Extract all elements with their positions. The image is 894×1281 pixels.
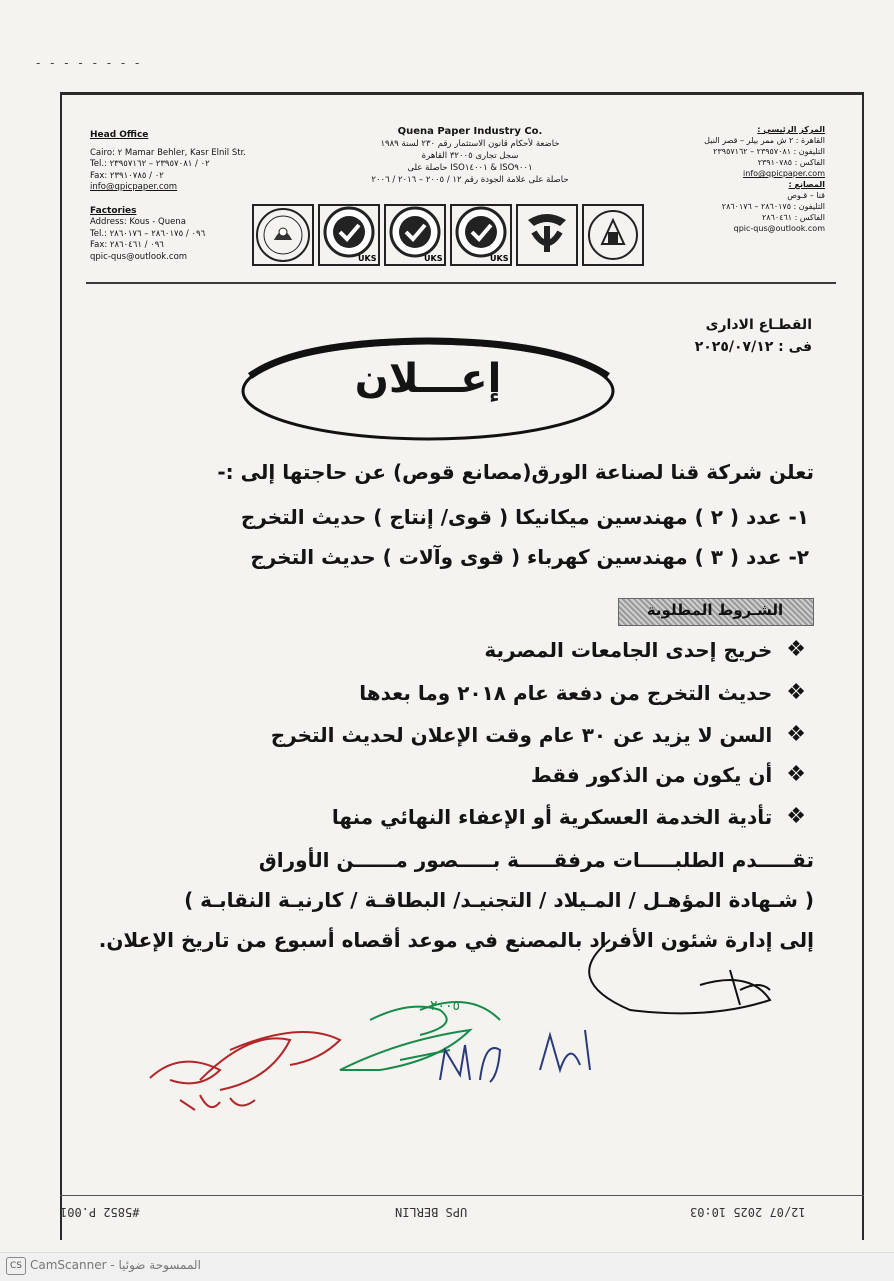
header-right [665, 124, 825, 234]
factories-address: Address: Kous - Quena [90, 217, 186, 227]
head-office-fax: Fax: ٠٢ / ٢٣٩١٠٧٨٥ [90, 170, 164, 181]
company-line-3: حاصلة على ISO١٤٠٠١ & ISO٩٠٠١ [407, 163, 533, 173]
head-office-tel-ar: التليفون : ٢٣٩٥٧٠٨١ – ٢٣٩٥٧١٦٢ [713, 147, 825, 156]
job-item-1: ١- عدد ( ٢ ) مهندسين ميكانيكا ( قوى/ إنتاج ) حديث التخرج [240, 505, 809, 529]
svg-text:٢٠٠٥: ٢٠٠٥ [430, 998, 461, 1014]
company-logo-icon [516, 204, 578, 266]
requirement-text: حديث التخرج من دفعة عام ٢٠١٨ وما بعدها [359, 680, 773, 705]
top-border [60, 92, 864, 95]
conditions-label: الشـروط المطلوبة [646, 601, 784, 619]
announcement-title: إعـــلان [354, 356, 502, 402]
bullet-icon: ❖ [786, 722, 806, 747]
camscanner-label: CamScanner - الممسوحة ضوئيا [30, 1258, 201, 1272]
signature-green [340, 998, 500, 1070]
requirement-5 [332, 804, 806, 829]
uks-certified-icon-2 [384, 204, 446, 266]
uks-certified-icon-3 [450, 204, 512, 266]
requirement-2 [359, 680, 806, 705]
apply-line-2: ( شـهادة المؤهـل / المـيلاد / التجنيـد/ البطاقـة / كارنيـة النقابـة ) [184, 888, 814, 912]
head-office-fax-ar: الفاكس : ٢٣٩١٠٧٨٥ [757, 158, 825, 167]
head-office-email-ar: info@qpicpaper.com [743, 169, 825, 178]
requirement-3 [271, 722, 806, 747]
uks-certified-icon-1 [318, 204, 380, 266]
head-office-label-ar: المركز الرئيسي : [757, 125, 825, 134]
head-office-label: Head Office [90, 130, 149, 140]
intro-text: تعلن شركة قنا لصناعة الورق(مصانع قوص) عن حاجتها إلى :- [217, 460, 814, 484]
fax-footer-rule [60, 1195, 864, 1196]
department-block [695, 314, 812, 358]
factories-email-ar: qpic-qus@outlook.com [733, 224, 825, 233]
egyptian-quality-seal-icon [252, 204, 314, 266]
factories-label: Factories [90, 205, 137, 216]
bullet-icon: ❖ [786, 680, 806, 705]
certification-logos [252, 204, 672, 266]
bullet-icon: ❖ [786, 762, 806, 787]
factories-email: qpic-qus@outlook.com [90, 251, 188, 262]
head-office-email: info@qpicpaper.com [90, 182, 178, 192]
company-line-2: سجل تجارى ٣٢٠٠٥ القاهرة [421, 151, 519, 161]
department-name: القطـاع الادارى [705, 317, 812, 333]
requirement-text: خريج إحدى الجامعات المصرية [484, 637, 773, 662]
requirement-text: أن يكون من الذكور فقط [530, 762, 773, 787]
announcement-date: فى : ٢٠٢٥/٠٧/١٢ [694, 339, 812, 355]
company-line-1: خاضعة لأحكام قانون الاستثمار رقم ٢٣٠ لسنة ١٩٨٩ [380, 139, 560, 149]
signature-black [589, 940, 770, 1013]
head-office-tel: Tel.: ٠٢ / ٢٣٩٥٧٠٨١ – ٢٣٩٥٧١٦٢ [90, 159, 210, 169]
factories-tel: Tel.: ٠٩٦ / ٢٨٦٠١٧٥ – ٢٨٦٠١٧٦ [90, 228, 206, 239]
uks-text-1: UKS [358, 254, 377, 263]
factories-address-ar: قنا – قـوص [787, 191, 825, 200]
apply-line-1: تقـــــدم الطلبـــــات مرفقـــــة بـــــصور مــــــن الأوراق [258, 848, 814, 872]
job-item-2: ٢- عدد ( ٣ ) مهندسين كهرباء ( قوى وآلات ) حديث التخرج [250, 545, 809, 569]
signature-red [150, 1032, 340, 1110]
factories-tel-ar: التليفون : ٢٨٦٠١٧٥ – ٢٨٦٠١٧٦ [721, 202, 825, 211]
fax-timestamp: 12/07 2025 10:03 [690, 1205, 806, 1219]
fax-sender: UPS BERLIN [395, 1205, 468, 1219]
factories-fax: Fax: ٠٩٦ / ٢٨٦٠٤٦١ [90, 240, 164, 250]
signatures [140, 930, 800, 1130]
uks-text-2: UKS [424, 254, 443, 263]
requirement-text: تأدية الخدمة العسكرية أو الإعفاء النهائي منها [331, 804, 773, 829]
factories-label-ar: المصانع : [788, 180, 825, 189]
head-office-address-ar: القاهرة : ٢ ش ممر بيلر – قصر النيل [704, 136, 825, 145]
company-name: Quena Paper Industry Co. [397, 126, 543, 137]
apply-line-3: إلى إدارة شئون الأفراد بالمصنع في موعد أقصاه أسبوع من تاريخ الإعلان. [98, 928, 814, 952]
head-office-address: Cairo: ٢ Mamar Behler, Kasr Elnil Str. [90, 147, 246, 158]
quality-award-seal-icon [582, 204, 644, 266]
header-divider [86, 282, 836, 284]
factories-fax-ar: الفاكس : ٢٨٦٠٤٦١ [761, 213, 825, 222]
company-line-4: حاصلة على علامة الجودة رقم ١٢ / ٢٠٠٥ – ٢٠١٦ / ٢٠٠٦ [371, 175, 569, 185]
requirement-text: السن لا يزيد عن ٣٠ عام وقت الإعلان لحديث التخرج [270, 722, 773, 747]
bullet-icon: ❖ [786, 637, 806, 662]
top-scan-mark: - - - - - - - - [36, 56, 143, 70]
bullet-icon: ❖ [786, 804, 806, 829]
uks-text-3: UKS [490, 254, 509, 263]
camscanner-icon: CS [6, 1257, 26, 1275]
fax-page-number: #5852 P.001 [60, 1205, 140, 1219]
requirement-4 [531, 762, 806, 787]
header-center [370, 126, 570, 186]
requirement-1 [484, 637, 806, 662]
